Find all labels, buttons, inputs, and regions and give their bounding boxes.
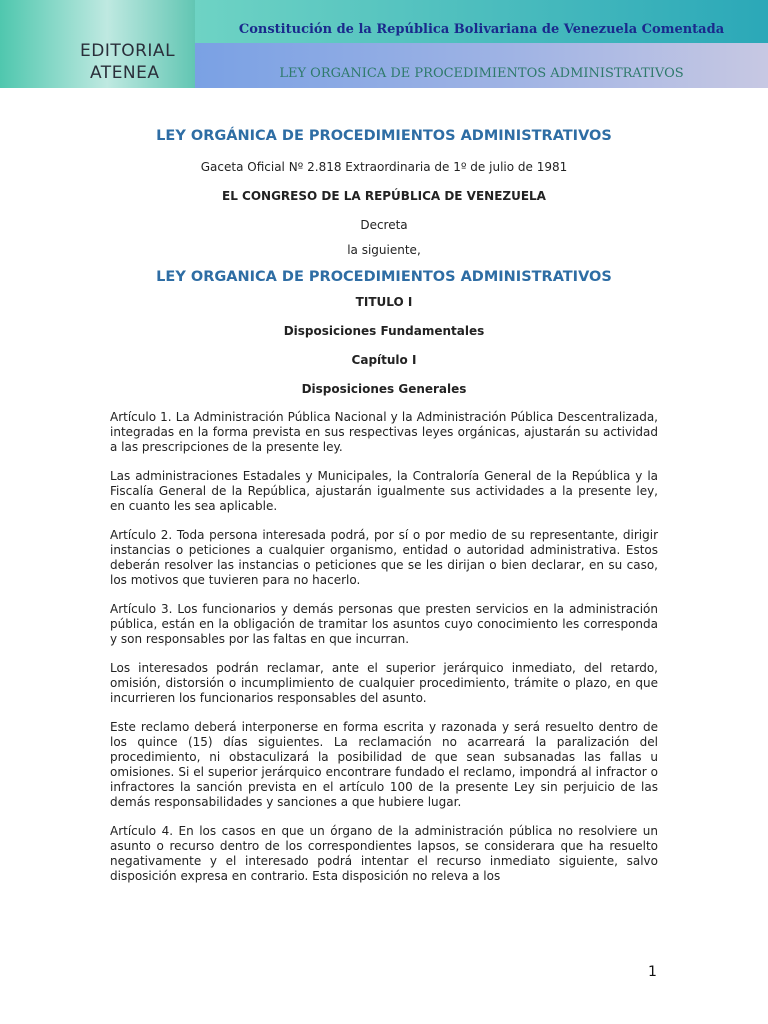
paragraph: Artículo 4. En los casos en que un órgano de la administración pública no resolviere un asunto o recurso dentro de los correspondientes lapsos, se considerara que ha resuelto negativamente y el interesado podrá intentar el recurso inmediato siguiente, salvo disposición expresa en contrario. Esta disposición no releva a los (110, 824, 658, 883)
document-title: LEY ORGÁNICA DE PROCEDIMIENTOS ADMINISTRATIVOS (156, 128, 612, 144)
logo-line-2: ATENEA (90, 63, 160, 83)
capitulo-heading: Capítulo I (351, 353, 417, 367)
header-top-bar (195, 0, 768, 43)
document-body (110, 125, 658, 884)
header-sub-bar (195, 43, 768, 88)
disposiciones-generales-heading: Disposiciones Generales (301, 382, 467, 396)
page-number: 1 (648, 964, 657, 980)
paragraph: Artículo 3. Los funcionarios y demás personas que presten servicios en la administración pública, están en la obligación de tramitar los asuntos cuyo conocimiento les corresponda y son responsables por las faltas en que incurran. (110, 602, 658, 646)
law-title: LEY ORGANICA DE PROCEDIMIENTOS ADMINISTRATIVOS (156, 269, 612, 285)
paragraph: Artículo 2. Toda persona interesada podrá, por sí o por medio de su representante, dirigir instancias o peticiones a cualquier organismo, entidad o autoridad administrativa. Estos deberán resolver las instancias o peticiones que se les dirijan o bien declarar, en su caso, los motivos que tuvieren para no hacerlo. (110, 528, 658, 587)
logo-text (80, 40, 195, 84)
titulo-heading: TITULO I (355, 295, 413, 309)
header-top-title: Constitución de la República Bolivariana de Venezuela Comentada (238, 22, 725, 37)
paragraph: Este reclamo deberá interponerse en forma escrita y razonada y será resuelto dentro de los quince (15) días siguientes. La reclamación no acarreará la paralización del procedimiento, ni obstaculizará la posibilidad de que sean subsanadas las fallas u omisiones. Si el superior jerárquico encontrare fundado el reclamo, impondrá al infractor o infractores la sanción prevista en el artículo 100 de la presente Ley sin perjuicio de las demás responsabilidades y sanciones a que hubiere lugar. (110, 720, 658, 809)
editorial-atenea-logo (0, 0, 195, 88)
disposiciones-fundamentales-heading: Disposiciones Fundamentales (283, 324, 485, 338)
paragraph: Los interesados podrán reclamar, ante el superior jerárquico inmediato, del retardo, omisión, distorsión o incumplimiento de cualquier procedimiento, trámite o plazo, en que incurrieren los funcionarios responsables del asunto. (110, 661, 658, 705)
page-header (0, 0, 768, 88)
decreta-line: Decreta (360, 218, 408, 232)
paragraph: Artículo 1. La Administración Pública Nacional y la Administración Pública Descentralizada, integradas en la forma prevista en sus respectivas leyes orgánicas, ajustarán su actividad a las prescripciones de la presente ley. (110, 410, 658, 454)
header-sub-title: LEY ORGANICA DE PROCEDIMIENTOS ADMINISTRATIVOS (279, 66, 684, 81)
congress-heading: EL CONGRESO DE LA REPÚBLICA DE VENEZUELA (222, 189, 546, 203)
siguiente-line: la siguiente, (347, 243, 421, 257)
logo-line-1: EDITORIAL (80, 41, 176, 61)
paragraph: Las administraciones Estadales y Municipales, la Contraloría General de la República y la Fiscalía General de la República, ajustarán igualmente sus actividades a la presente ley, en cuanto les sea aplicable. (110, 469, 658, 513)
gazette-line: Gaceta Oficial Nº 2.818 Extraordinaria de 1º de julio de 1981 (200, 160, 568, 174)
